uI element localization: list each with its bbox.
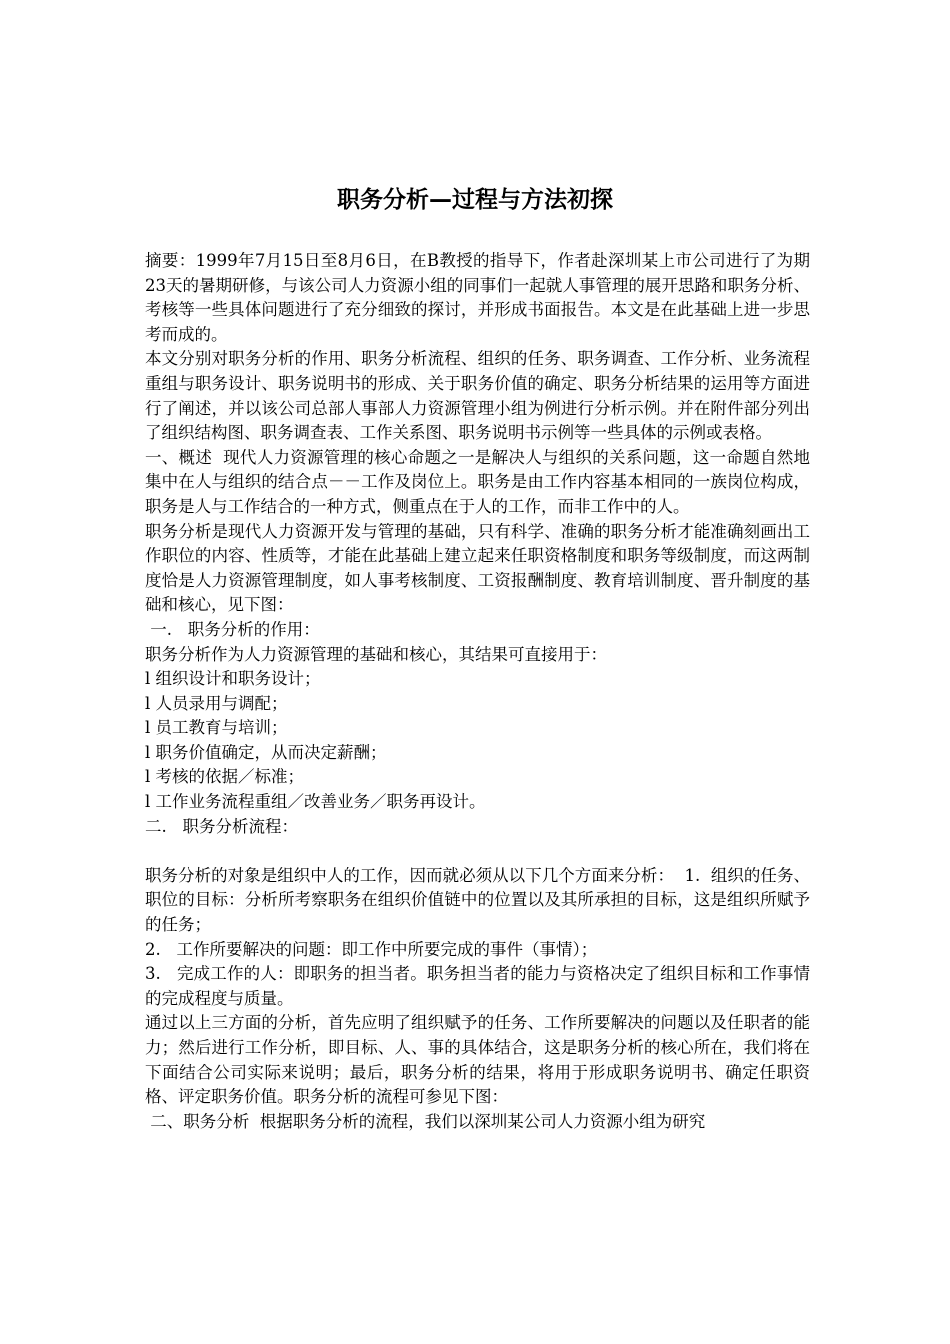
list-item: l 职务价值确定，从而决定薪酬； (145, 742, 387, 762)
overview-paragraph: 一、概述 现代人力资源管理的核心命题之一是解决人与组织的关系问题，这一命题自然地集中在人与组织的结合点－－工作及岗位上。职务是由工作内容基本相同的一族岗位构成，职务是人与工作结合的一种方式，侧重点在于人的工作，而非工作中的人。 (145, 447, 810, 516)
section-heading-analysis: 二、职务分析 根据职务分析的流程，我们以深圳某公司人力资源小组为研究 (145, 1111, 706, 1131)
scope-paragraph: 本文分别对职务分析的作用、职务分析流程、组织的任务、职务调查、工作分析、业务流程重组与职务设计、职务说明书的形成、关于职务价值的确定、职务分析结果的运用等方面进行了阐述，并以该公司总部人事部人力资源管理小组为例进行分析示例。并在附件部分列出了组织结构图、职务调查表、工作关系图、职务说明书示例等一些具体的示例或表格。 (145, 349, 810, 443)
analysis-object-paragraph: 职务分析的对象是组织中人的工作，因而就必须从以下几个方面来分析： 1. 组织的任务、职位的目标：分析所考察职务在组织价值链中的位置以及其所承担的目标，这是组织所赋予的任务； (145, 865, 810, 935)
section-heading-role: 一. 职务分析的作用： (145, 619, 320, 639)
blank-line (145, 839, 810, 864)
section-heading-process: 二. 职务分析流程： (145, 816, 298, 836)
document-title: 职务分析—过程与方法初探 (337, 187, 613, 213)
list-item: l 员工教育与培训； (145, 718, 288, 738)
document-body (145, 249, 810, 1134)
numbered-item: 2. 工作所要解决的问题：即工作中所要完成的事件（事情）； (145, 939, 598, 959)
numbered-item: 3. 完成工作的人：即职务的担当者。职务担当者的能力与资格决定了组织目标和工作事情的完成程度与质量。 (145, 964, 810, 1008)
analysis-summary-paragraph: 通过以上三方面的分析，首先应明了组织赋予的任务、工作所要解决的问题以及任职者的能力；然后进行工作分析，即目标、人、事的具体结合，这是职务分析的核心所在，我们将在下面结合公司实际来说明；最后，职务分析的结果，将用于形成职务说明书、确定任职资格、评定职务价值。职务分析的流程可参见下图： (145, 1013, 810, 1107)
list-item: l 组织设计和职务设计； (145, 669, 321, 689)
list-item: l 考核的依据／标准； (145, 767, 305, 787)
list-item: l 人员录用与调配； (145, 693, 288, 713)
job-analysis-basis-paragraph: 职务分析是现代人力资源开发与管理的基础，只有科学、准确的职务分析才能准确刻画出工作职位的内容、性质等，才能在此基础上建立起来任职资格制度和职务等级制度，而这两制度恰是人力资源管理制度，如人事考核制度、工资报酬制度、教育培训制度、晋升制度的基础和核心，见下图： (145, 521, 810, 615)
list-item: l 工作业务流程重组／改善业务／职务再设计。 (145, 792, 486, 812)
role-intro-paragraph: 职务分析作为人力资源管理的基础和核心，其结果可直接用于： (145, 644, 607, 664)
abstract-paragraph: 摘要：1999年7月15日至8月6日，在B教授的指导下，作者赴深圳某上市公司进行了为期23天的暑期研修，与该公司人力资源小组的同事们一起就人事管理的展开思路和职务分析、考核等一些具体问题进行了充分细致的探讨，并形成书面报告。本文是在此基础上进一步思考而成的。 (145, 251, 810, 344)
